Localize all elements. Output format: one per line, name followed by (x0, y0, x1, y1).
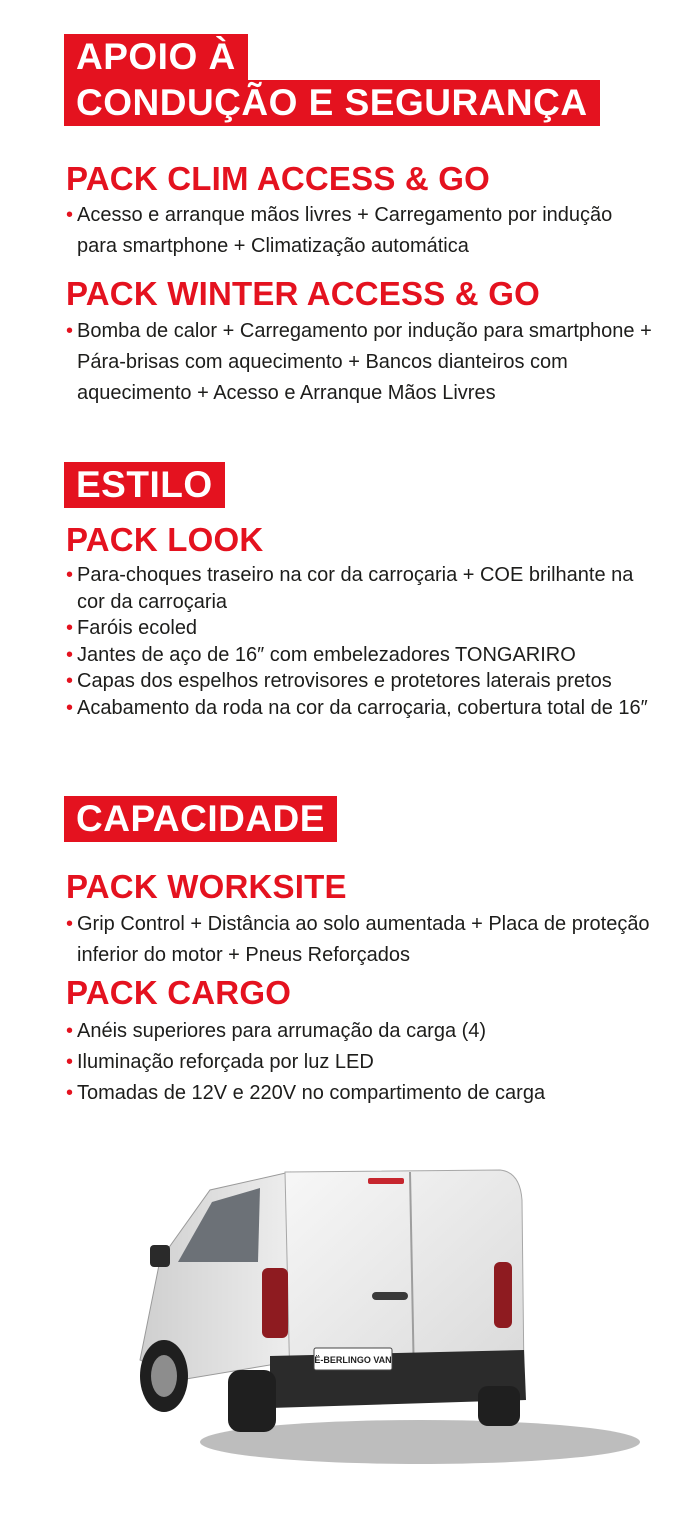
list-item: • Capas dos espelhos retrovisores e protetores laterais pretos (66, 668, 656, 695)
van-rear-wheel (228, 1370, 276, 1432)
bullet-icon: • (66, 204, 74, 226)
bullet-icon: • (66, 670, 74, 692)
section-banner-apoio-line2: CONDUÇÃO E SEGURANÇA (64, 80, 600, 126)
pack-cargo-title: PACK CARGO (66, 974, 292, 1011)
pack-cargo-list (66, 1016, 656, 1109)
van-left-taillight (262, 1268, 288, 1338)
bullet-icon: • (66, 643, 74, 666)
bullet-icon: • (66, 696, 74, 719)
pack-winter-title: PACK WINTER ACCESS & GO (66, 275, 540, 312)
list-item: • Acesso e arranque mãos livres + Carregamento por indução para smartphone + Climatização automática (66, 200, 656, 262)
pack-worksite-list (66, 909, 656, 971)
van-right-taillight (494, 1262, 512, 1328)
bullet-icon: • (66, 320, 74, 342)
list-item: • Faróis ecoled (66, 615, 656, 642)
list-item: • Para-choques traseiro na cor da carroçaria + COE brilhante na cor da carroçaria (66, 564, 634, 613)
van-rear-right-wheel (478, 1386, 520, 1426)
bullet-icon: • (66, 617, 74, 639)
list-item: • Anéis superiores para arrumação da carga (4) (66, 1016, 656, 1047)
van-front-hub (151, 1355, 177, 1397)
bullet-icon: • (66, 564, 74, 586)
list-item: • Grip Control + Distância ao solo aumentada + Placa de proteção inferior do motor + Pneus Reforçados (66, 909, 656, 971)
bullet-icon: • (66, 1051, 74, 1073)
bullet-icon: • (66, 913, 74, 935)
pack-clim-list (66, 200, 656, 262)
section-banner-estilo: ESTILO (64, 462, 225, 508)
van-plate-text: Ë-BERLINGO VAN (314, 1355, 392, 1365)
list-item: • Jantes de aço de 16″ com embelezadores TONGARIRO (66, 642, 656, 669)
section-banner-capacidade: CAPACIDADE (64, 796, 337, 842)
pack-clim-title: PACK CLIM ACCESS & GO (66, 160, 491, 197)
pack-winter-list (66, 316, 656, 409)
van-handle (372, 1292, 408, 1300)
bullet-icon: • (66, 1020, 74, 1042)
list-item: • Bomba de calor + Carregamento por indução para smartphone + Pára-brisas com aquecimento + Bancos dianteiros com aquecimento + Acesso e Arranque Mãos Livres (66, 316, 656, 409)
pack-worksite-title: PACK WORKSITE (66, 868, 347, 905)
bullet-icon: • (66, 1082, 74, 1104)
van-brake-light (368, 1178, 404, 1184)
list-item: • Tomadas de 12V e 220V no compartimento de carga (66, 1078, 656, 1109)
list-item: • Iluminação reforçada por luz LED (66, 1047, 656, 1078)
pack-look-title: PACK LOOK (66, 521, 264, 558)
list-item: • Acabamento da roda na cor da carroçaria, cobertura total de 16″ (66, 695, 656, 722)
van-mirror (150, 1245, 170, 1267)
section-banner-apoio-line1: APOIO À (64, 34, 248, 80)
pack-look-list (66, 562, 656, 721)
van-image (120, 1150, 640, 1470)
